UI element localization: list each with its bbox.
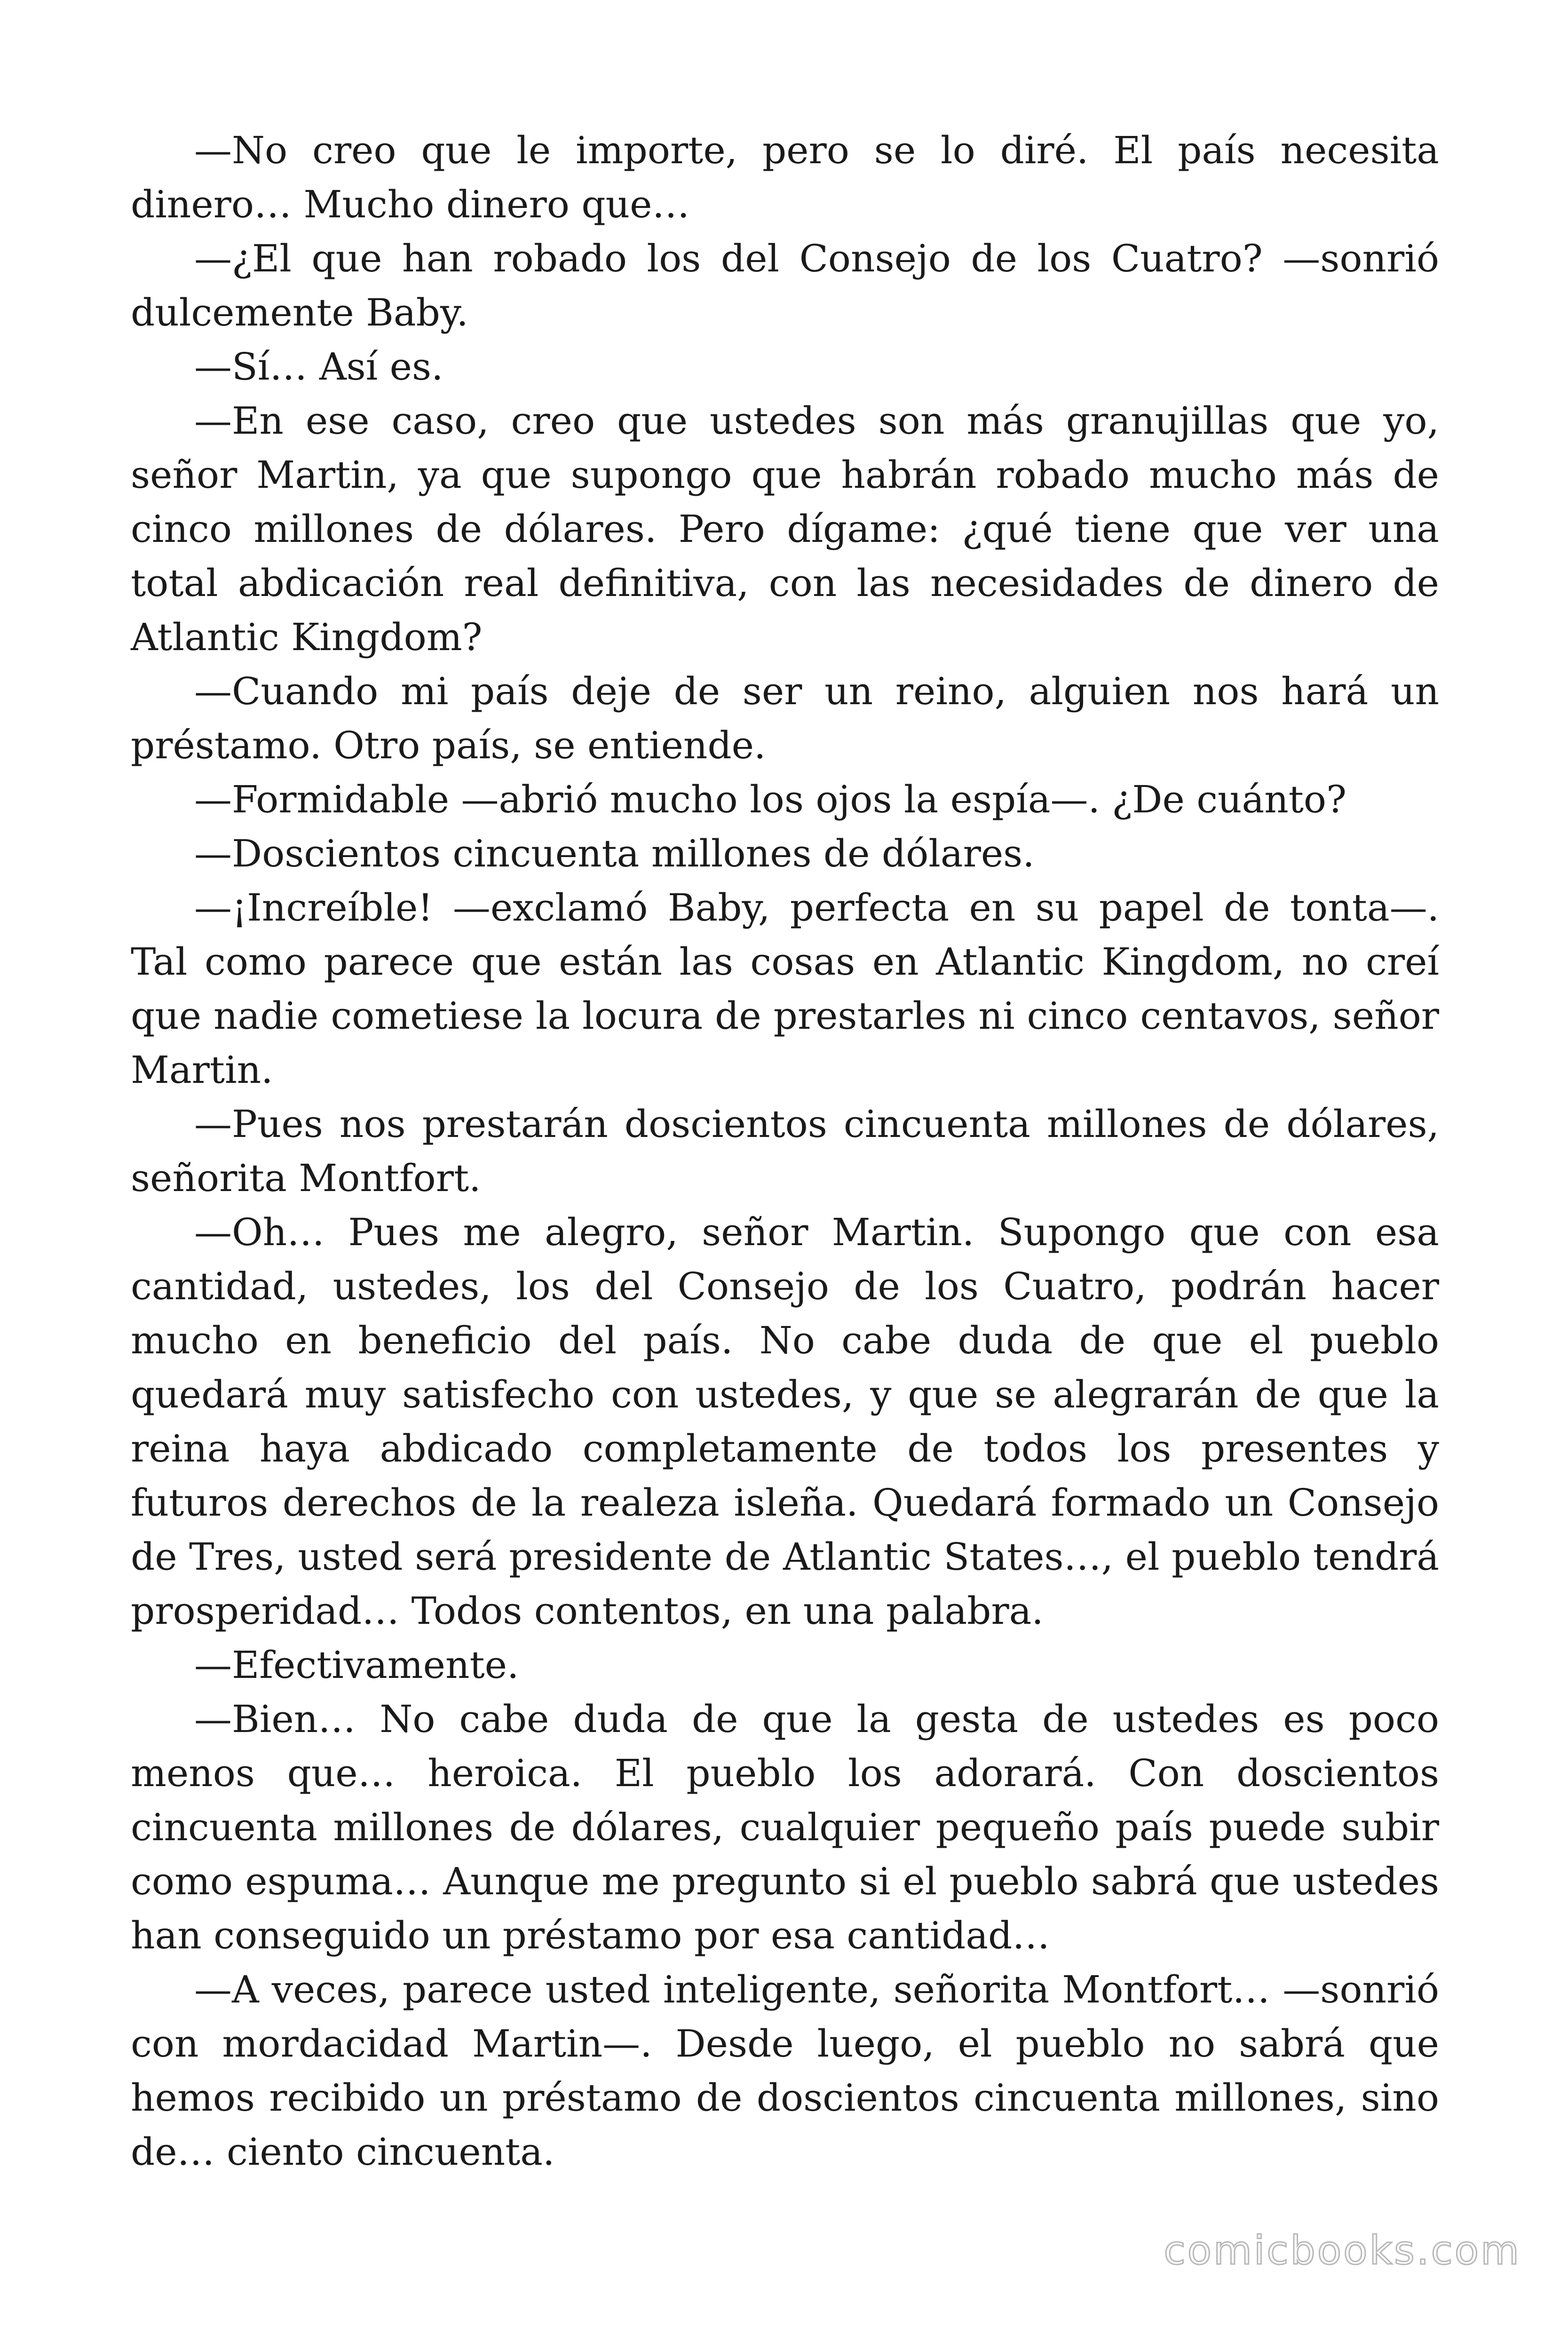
paragraph: —¿El que han robado los del Consejo de los Cuatro? —sonrió dulcemente Baby. <box>131 237 1439 334</box>
paragraph: —¡Increíble! —exclamó Baby, perfecta en su papel de tonta—. Tal como parece que están las cosas en Atlantic Kingdom, no creí que nadie cometiese la locura de prestarles ni cinco centavos, señor Martin. <box>131 886 1439 1092</box>
paragraph: —A veces, parece usted inteligente, señorita Montfort… —sonrió con mordacidad Martin—. Desde luego, el pueblo no sabrá que hemos recibido un préstamo de doscientos cincuenta millones, sino de… ciento cincuenta. <box>131 1968 1439 2174</box>
paragraph: —Oh… Pues me alegro, señor Martin. Supongo que con esa cantidad, ustedes, los del Consejo de los Cuatro, podrán hacer mucho en beneficio del país. No cabe duda de que el pueblo quedará muy satisfecho con ustedes, y que se alegrarán de que la reina haya abdicado completamente de todos los presentes y futuros derechos de la realeza isleña. Quedará formado un Consejo de Tres, usted será presidente de Atlantic States…, el pueblo tendrá prosperidad… Todos contentos, en una palabra. <box>131 1210 1439 1633</box>
watermark: comicbooks.com <box>1164 2227 1521 2273</box>
paragraph: —Efectivamente. <box>194 1643 519 1687</box>
paragraph: —No creo que le importe, pero se lo diré. El país necesita dinero… Mucho dinero que… <box>131 128 1439 226</box>
paragraph: —Bien… No cabe duda de que la gesta de ustedes es poco menos que… heroica. El pueblo los adorará. Con doscientos cincuenta millones de dólares, cualquier pequeño país puede subir como espuma… Aunque me pregunto si el pueblo sabrá que ustedes han conseguido un préstamo por esa cantidad… <box>131 1697 1439 1957</box>
paragraph: —Sí… Así es. <box>194 345 443 389</box>
paragraph: —Cuando mi país deje de ser un reino, alguien nos hará un préstamo. Otro país, se entiende. <box>131 669 1439 767</box>
paragraph: —En ese caso, creo que ustedes son más granujillas que yo, señor Martin, ya que supongo que habrán robado mucho más de cinco millones de dólares. Pero dígame: ¿qué tiene que ver una total abdicación real definitiva, con las necesidades de dinero de Atlantic Kingdom? <box>131 399 1439 659</box>
paragraph: —Pues nos prestarán doscientos cincuenta millones de dólares, señorita Montfort. <box>131 1102 1439 1200</box>
page-text <box>131 123 1439 2179</box>
paragraph: —Doscientos cincuenta millones de dólares. <box>194 832 1035 875</box>
paragraph: —Formidable —abrió mucho los ojos la espía—. ¿De cuánto? <box>194 778 1346 821</box>
